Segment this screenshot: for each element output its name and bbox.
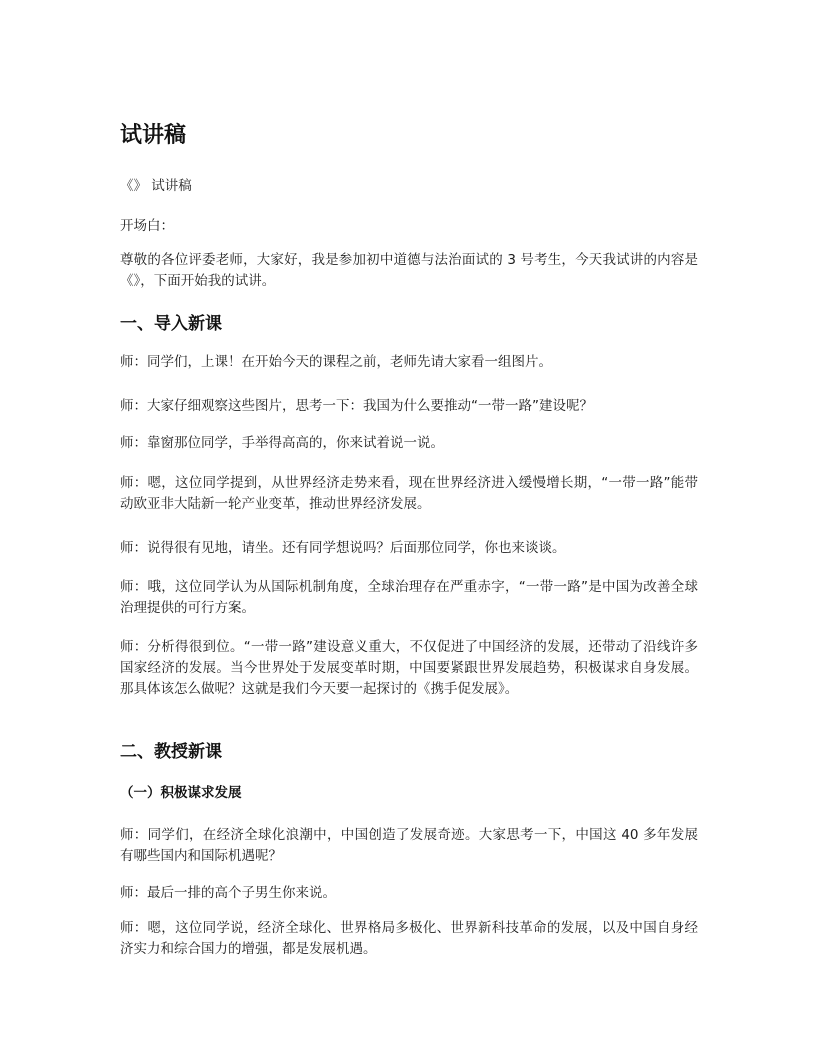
intro-paragraph-5: 师：说得很有见地，请坐。还有同学想说吗？后面那位同学，你也来谈谈。 [120,540,566,556]
section-heading-teaching: 二、教授新课 [120,742,222,762]
intro-paragraph-7: 师：分析得很到位。“一带一路”建设意义重大，不仅促进了中国经济的发展，还带动了沿线许多国家经济的发展。当今世界处于发展变革时期，中国要紧跟世界发展趋势，积极谋求自身发展。那具体该怎么做呢？这就是我们今天要一起探讨的《携手促发展》。 [120,639,698,697]
intro-paragraph-4: 师：嗯，这位同学提到，从世界经济走势来看，现在世界经济进入缓慢增长期，“一带一路”能带动欧亚非大陆新一轮产业变革，推动世界经济发展。 [120,475,698,512]
section-heading-intro: 一、导入新课 [120,314,222,334]
teaching-paragraph-3: 师：嗯，这位同学说，经济全球化、世界格局多极化、世界新科技革命的发展，以及中国自身经济实力和综合国力的增强，都是发展机遇。 [120,920,698,957]
opening-label: 开场白： [120,218,174,234]
intro-paragraph-3: 师：靠窗那位同学，手举得高高的，你来试着说一说。 [120,435,444,451]
opening-text: 尊敬的各位评委老师，大家好，我是参加初中道德与法治面试的 3 号考生，今天我试讲的内容是《》，下面开始我的试讲。 [120,252,698,289]
subsection-heading: （一）积极谋求发展 [120,785,242,801]
intro-paragraph-1: 师：同学们，上课！在开始今天的课程之前，老师先请大家看一组图片。 [120,354,552,370]
teaching-paragraph-2: 师：最后一排的高个子男生你来说。 [120,885,336,901]
subtitle: 《》 试讲稿 [120,178,192,194]
intro-paragraph-6: 师：哦，这位同学认为从国际机制角度，全球治理存在严重赤字，“一带一路”是中国为改善全球治理提供的可行方案。 [120,579,698,616]
intro-paragraph-2: 师：大家仔细观察这些图片，思考一下：我国为什么要推动“一带一路”建设呢？ [120,398,593,414]
document-title: 试讲稿 [120,123,187,148]
teaching-paragraph-1: 师：同学们，在经济全球化浪潮中，中国创造了发展奇迹。大家思考一下，中国这 40 多年发展有哪些国内和国际机遇呢？ [120,827,698,864]
